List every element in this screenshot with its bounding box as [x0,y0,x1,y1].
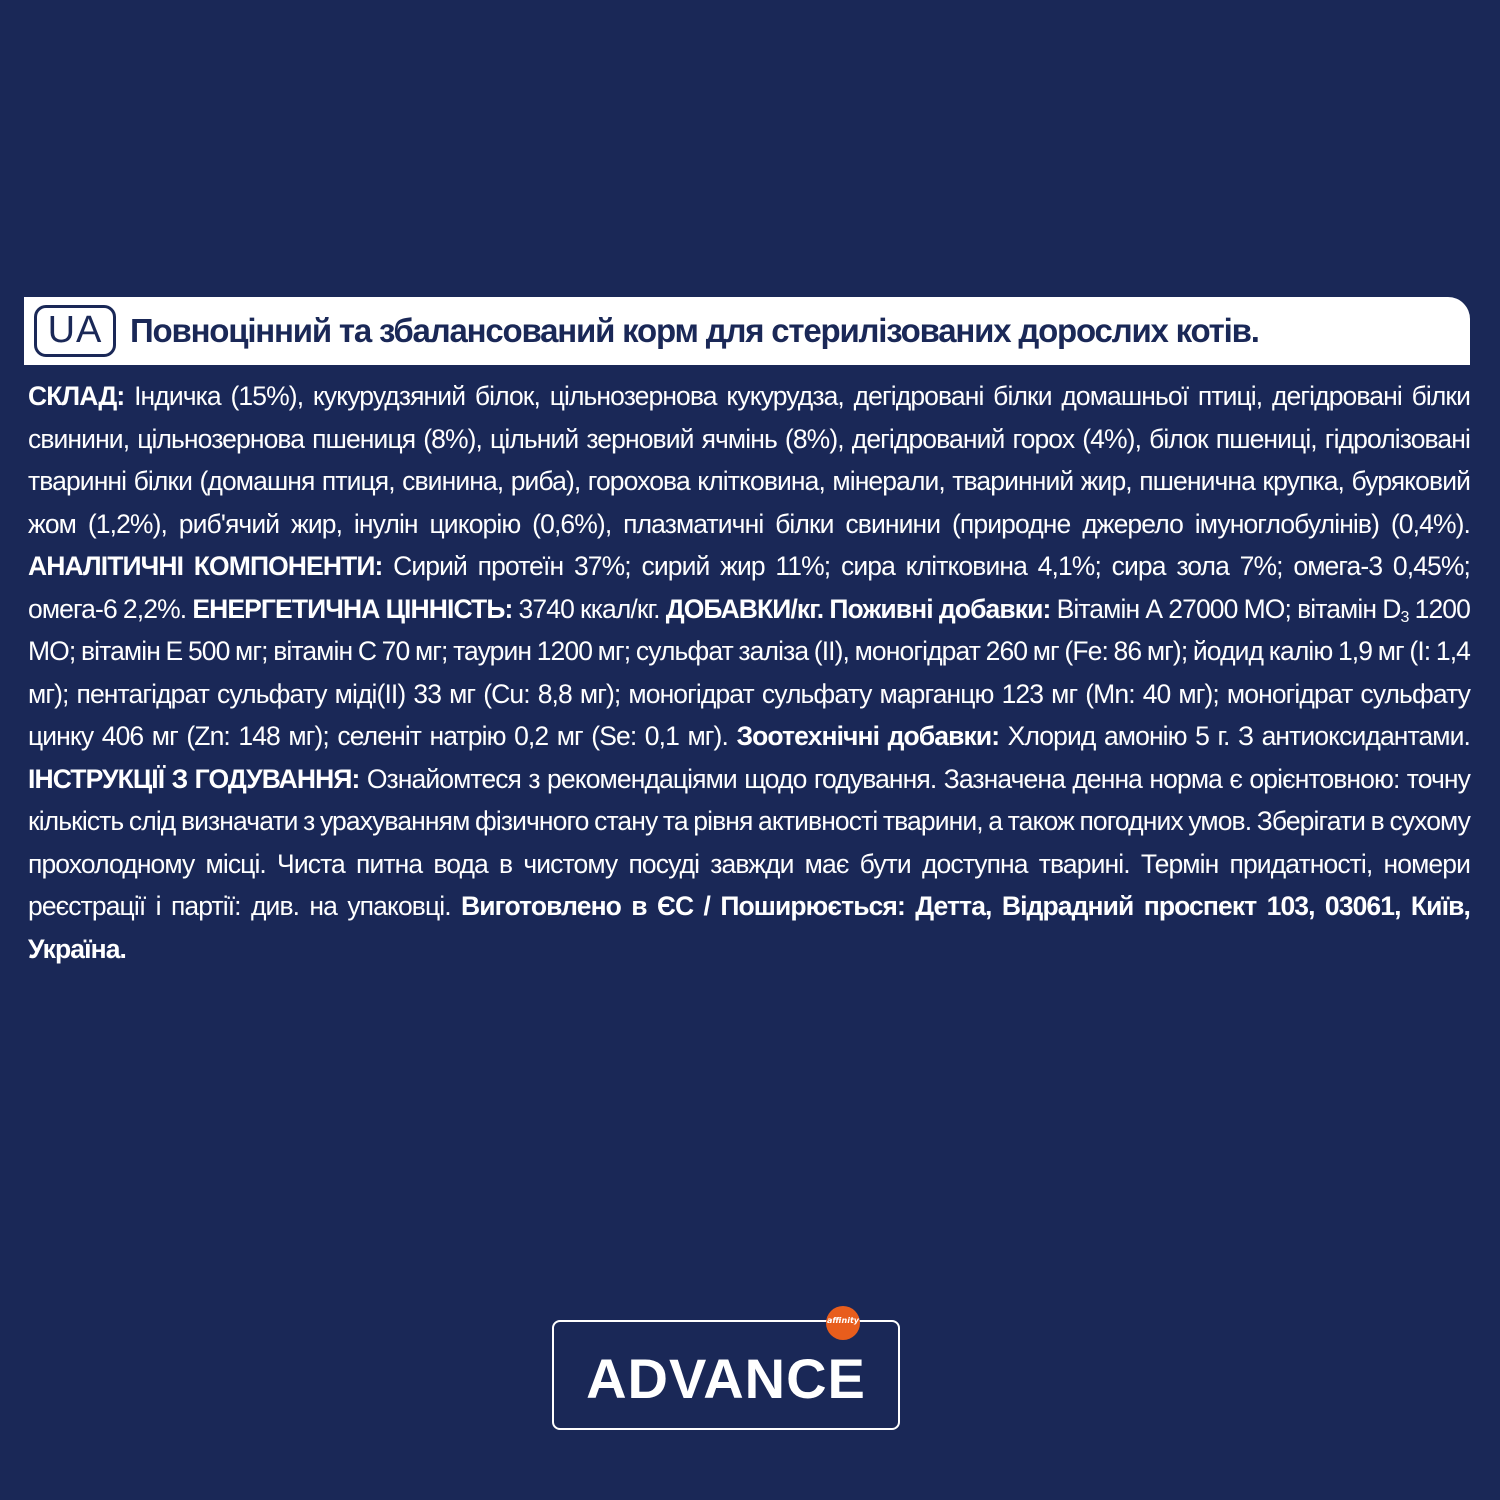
product-title-bar [24,297,1470,365]
additives-label: ДОБАВКИ/кг. Поживні добавки: [665,593,1051,624]
brand-name: ADVANCE [586,1346,866,1410]
zootech-text: Хлорид амонію 5 г. З антиоксидантами. [999,721,1470,751]
composition-text: Індичка (15%), кукурудзяний білок, цільнозернова кукурудза, дегідровані білки домашньої птиці, дегідровані білки свинини, цільнозернова пшениця (8%), цільний зерновий ячмінь (8%), дегідрований горох (4%), білок пшениці, гідролізовані тваринні білки (домашня птиця, свинина, риба), горохова клітковина, мінерали, тваринний жир, пшенична крупка, буряковий жом (1,2%), риб'ячий жир, інулін цикорію (0,6%), плазматичні білки свинини (природне джерело імуноглобулінів) (0,4%). [28,381,1470,539]
advance-logo [552,1316,900,1430]
additives-text-part2: 1200 МО; вітамін Е 500 мг; вітамін С 70 мг; таурин 1200 мг; сульфат заліза (II), моногідрат 260 мг (Fe: 86 мг); йодид калію 1,9 мг (I: 1,4 мг); пентагідрат сульфату міді(II) 33 мг (Cu: 8,8 мг); моногідрат сульфату марганцю 123 мг (Mn: 40 мг); моногідрат сульфату цинку 406 мг (Zn: 148 мг); селеніт натрію 0,2 мг (Se: 0,1 мг). [28,593,1470,751]
label-body-text [28,375,1470,970]
product-title: Повноцінний та збалансований корм для стерилізованих дорослих котів. [130,312,1259,349]
feeding-text: Ознайомтеся з рекомендаціями щодо годування. Зазначена денна норма є орієнтовною: точну кількість слід визначати з урахуванням фізичного стану та рівня активності тварини, а також погодних умов. Зберігати в сухому прохолодному місці. Чиста питна вода в чистому посуді завжди має бути доступна тварині. Термін придатності, номери реєстрації і партії: див. на упаковці. [28,763,1470,921]
additives-text-part1: Вітамін А 27000 МО; вітамін D [1050,593,1401,624]
affinity-badge-icon [826,1306,860,1340]
energy-label: ЕНЕРГЕТИЧНА ЦІННІСТЬ: [192,593,513,624]
vitamin-d-subscript: 3 [1400,608,1409,626]
feeding-label: ІНСТРУКЦІЇ З ГОДУВАННЯ: [28,763,360,794]
language-badge: UA [34,305,116,357]
zootech-label: Зоотехнічні добавки: [736,721,1000,751]
analytical-text: Сирий протеїн 37%; сирий жир 11%; сира клітковина 4,1%; сира зола 7%; омега-3 0,45%; омега-6 2,2%. [28,551,1471,624]
analytical-label: АНАЛІТИЧНІ КОМПОНЕНТИ: [28,551,383,581]
manufacturer-text: Виготовлено в ЄС / Поширюється: Детта, Відрадний проспект 103, 03061, Київ, Україна. [28,891,1470,964]
composition-label: СКЛАД: [28,381,125,411]
energy-text: 3740 ккал/кг. [512,593,666,624]
affinity-badge-text: affinity [827,1316,859,1325]
